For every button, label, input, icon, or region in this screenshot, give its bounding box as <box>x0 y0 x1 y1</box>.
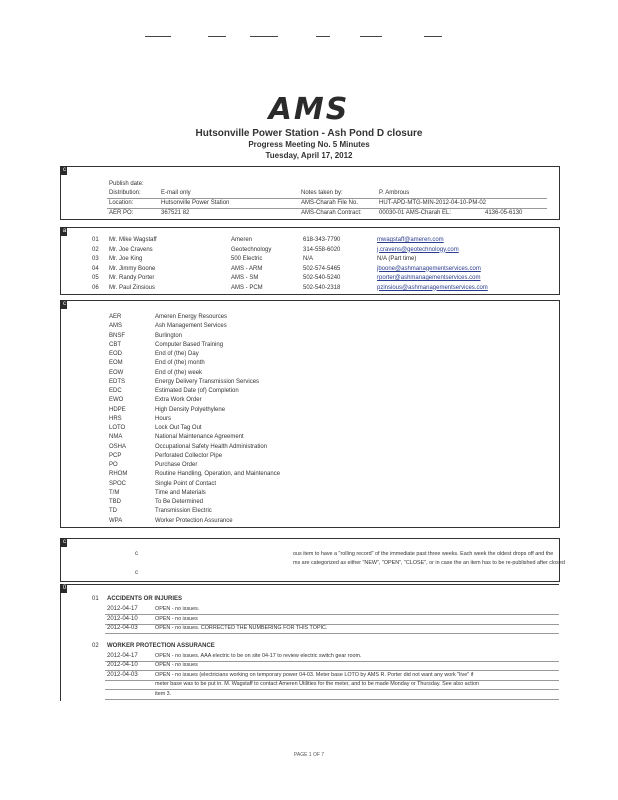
item-section-header <box>61 595 559 604</box>
item-section-header <box>61 642 559 651</box>
location-label: Location: <box>109 200 134 206</box>
item-entry <box>61 680 559 689</box>
item-section-title: ACCIDENTS OR INJURIES <box>107 596 183 602</box>
abbreviation-row <box>61 350 559 359</box>
item-entry-date: 2012-04-10 <box>107 662 138 668</box>
attendee-name: Mr. Paul Zinsious <box>109 284 156 291</box>
abbreviation-term: AMS <box>109 323 123 330</box>
abbreviation-row <box>61 507 559 516</box>
abbreviations-section <box>60 300 560 528</box>
header-dash <box>250 36 278 37</box>
section-marker-label: c <box>63 301 66 307</box>
abbreviation-row <box>61 433 559 442</box>
attendee-number: 04 <box>92 265 99 272</box>
notes-section <box>60 538 565 582</box>
item-section-title: WORKER PROTECTION ASSURANCE <box>107 642 215 649</box>
abbreviation-term: RHOM <box>109 471 128 478</box>
page-number: PAGE 1 OF 7 <box>293 752 325 758</box>
abbreviation-term: EOW <box>109 369 124 376</box>
item-entry <box>61 652 559 661</box>
attendee-name: Mr. Jimmy Boone <box>109 265 156 272</box>
notes-taken-by-label: Notes taken by: <box>301 190 343 196</box>
abbreviation-term: AER <box>109 314 122 320</box>
attendee-row <box>61 246 559 255</box>
attendee-phone: 314-558-6020 <box>303 246 341 253</box>
attendee-company: 500 Electric <box>231 256 263 262</box>
item-entry-text: OPEN - no issues <box>155 662 198 668</box>
item-entry-text: OPEN - no issues <box>155 615 198 622</box>
attendee-row <box>61 274 559 283</box>
abbreviation-term: TBD <box>109 499 121 505</box>
attendee-name: Mr. Mike Wagstaff <box>109 237 157 243</box>
attendee-company: AMS - ARM <box>231 265 263 272</box>
item-entry-date: 2012-04-03 <box>107 671 138 678</box>
abbreviation-row <box>61 378 559 387</box>
abbreviation-meaning: End of (the) Day <box>155 351 199 357</box>
attendee-company: Geotechnology <box>231 246 272 253</box>
file-no-label: AMS-Charah File No. <box>301 200 359 206</box>
abbreviation-meaning: Purchase Order <box>155 462 198 468</box>
item-entry <box>61 624 559 633</box>
abbreviation-meaning: Transmission Electric <box>155 508 212 515</box>
abbreviation-meaning: End of (the) month <box>155 360 205 367</box>
abbreviation-row <box>61 341 559 350</box>
file-no-value: HUT-APD-MTG-MIN-2012-04-10-PM-02 <box>379 200 487 206</box>
item-entry <box>61 661 559 670</box>
abbreviation-meaning: Perforated Collector Pipe <box>155 452 223 459</box>
abbreviation-meaning: Computer Based Training <box>155 341 224 348</box>
attendee-email: N/A (Part time) <box>377 256 417 262</box>
abbreviation-row <box>61 424 559 433</box>
abbreviation-term: OSHA <box>109 443 127 450</box>
abbreviation-term: EOD <box>109 351 123 357</box>
abbreviation-row <box>61 313 559 322</box>
item-entry <box>61 690 559 699</box>
attendee-phone: N/A <box>303 256 314 262</box>
header-dash <box>360 36 382 37</box>
item-entry-date: 2012-04-03 <box>107 625 138 631</box>
aer-po-value: 367521 82 <box>161 210 190 216</box>
abbreviation-meaning: Routine Handling, Operation, and Maintenance <box>155 471 281 478</box>
section-marker-label: 0 <box>62 585 67 591</box>
item-entry-text: OPEN - no issues (electricians working on temporary power 04-03. Meter base LOTO by AMS R. Porter did not want any work "live" if <box>155 671 474 678</box>
meeting-items-section <box>60 584 559 701</box>
abbreviation-meaning: Occupational Safety Health Administration <box>155 443 268 450</box>
abbreviation-term: EOM <box>109 360 123 367</box>
contract-value: 00030-01 AMS-Charah EL: <box>379 210 452 216</box>
abbreviation-term: TD <box>109 508 117 515</box>
section-marker-label: c <box>63 539 66 545</box>
attendee-row <box>61 236 559 245</box>
abbreviation-row <box>61 470 559 479</box>
abbreviation-row <box>61 480 559 489</box>
abbreviation-row <box>61 517 559 526</box>
abbreviation-term: CBT <box>109 341 121 348</box>
attendee-number: 05 <box>92 275 99 281</box>
attendee-number: 06 <box>92 284 99 291</box>
attendee-company: Ameren <box>231 237 253 243</box>
abbreviation-term: T/M <box>109 489 120 496</box>
abbreviation-row <box>61 387 559 396</box>
abbreviation-meaning: Lock Out Tag Out <box>155 425 202 431</box>
abbreviation-term: NMA <box>109 434 123 441</box>
abbreviation-term: PCP <box>109 452 122 459</box>
contract-label: AMS-Charah Contract: <box>301 210 362 216</box>
attendee-number: 01 <box>92 237 99 243</box>
header-dash <box>208 36 226 37</box>
notes-line-2: ms are categorized as either "NEW", "OPEN", "CLOSE", or in case the an item has to be re-published after closed <box>293 560 565 566</box>
notes-line-marker: c <box>135 551 138 557</box>
abbreviation-meaning: National Maintenance Agreement <box>155 434 244 441</box>
abbreviation-meaning: High Density Polyethylene <box>155 406 226 413</box>
attendee-company: AMS - SM <box>231 275 259 281</box>
attendee-phone: 618-343-7790 <box>303 237 341 243</box>
item-entry-date: 2012-04-10 <box>107 615 138 622</box>
attendee-email: pzinsious@ashmanagementservices.com <box>377 284 488 291</box>
header-dash <box>316 36 330 37</box>
abbreviation-meaning: End of (the) week <box>155 369 203 376</box>
distribution-label: Distribution: <box>109 190 141 196</box>
abbreviation-term: LOTO <box>109 425 126 431</box>
company-logo: AMS <box>268 92 350 127</box>
abbreviation-row <box>61 489 559 498</box>
attendee-email: jboone@ashmanagementservices.com <box>377 265 481 272</box>
attendees-section <box>60 227 560 295</box>
item-entry-text: OPEN - no issues. CORRECTED THE NUMBERING FOR THIS TOPIC. <box>155 625 328 631</box>
abbreviation-row <box>61 461 559 470</box>
item-entry-text: meter base was to be put in. M. Wagstaff to contact Ameren Utilities for the meter, and to be made Monday or Thursday. See also action <box>155 681 480 687</box>
abbreviation-meaning: Time and Materials <box>155 489 206 496</box>
attendee-email: mwagstaff@ameren.com <box>377 237 444 243</box>
document-subtitle: Progress Meeting No. 5 Minutes <box>248 140 370 149</box>
attendee-row <box>61 255 559 264</box>
abbreviation-row <box>61 406 559 415</box>
item-entry-date: 2012-04-17 <box>107 606 138 612</box>
item-entry-date: 2012-04-17 <box>107 652 138 659</box>
abbreviation-meaning: Burlington <box>155 332 183 339</box>
info-section <box>60 166 560 220</box>
abbreviation-meaning: Ameren Energy Resources <box>155 314 228 320</box>
item-entry <box>61 615 559 624</box>
distribution-value: E-mail only <box>161 190 191 196</box>
attendee-email: j.cravens@geotechnology.com <box>377 246 459 253</box>
aer-po-label: AER PO: <box>109 210 134 216</box>
abbreviation-meaning: Estimated Date (of) Completion <box>155 388 239 394</box>
publish-date-label: Publish date: <box>109 181 144 187</box>
abbreviation-term: SPOC <box>109 480 127 487</box>
notes-line-marker: c <box>135 570 138 576</box>
attendee-company: AMS - PCM <box>231 284 263 291</box>
abbreviation-term: HRS <box>109 415 122 422</box>
attendee-phone: 502-540-2318 <box>303 284 341 291</box>
attendee-name: Mr. Randy Porter <box>109 275 155 281</box>
abbreviation-row <box>61 359 559 368</box>
abbreviation-meaning: To Be Determined <box>155 499 204 505</box>
attendee-name: Mr. Joe King <box>109 256 143 262</box>
section-marker-label: a <box>62 228 67 234</box>
header-dash <box>424 36 442 37</box>
abbreviation-meaning: Hours <box>155 415 172 422</box>
meeting-date: Tuesday, April 17, 2012 <box>265 151 353 160</box>
notes-taken-by-value: P. Ambrous <box>379 190 410 196</box>
abbreviation-meaning: Ash Management Services <box>155 323 227 330</box>
abbreviation-meaning: Single Point of Contact <box>155 480 217 487</box>
item-section-number: 02 <box>92 642 99 649</box>
abbreviation-row <box>61 452 559 461</box>
abbreviation-row <box>61 332 559 341</box>
abbreviation-meaning: Worker Protection Assurance <box>155 517 233 524</box>
abbreviation-term: BNSF <box>109 332 126 339</box>
el-value: 4136-05-6130 <box>485 210 523 216</box>
section-marker-label: c <box>63 167 66 173</box>
abbreviation-row <box>61 396 559 405</box>
abbreviation-row <box>61 369 559 378</box>
abbreviation-row <box>61 322 559 331</box>
attendee-number: 02 <box>92 246 99 253</box>
attendee-number: 03 <box>92 256 99 262</box>
abbreviation-meaning: Energy Delivery Transmission Services <box>155 378 260 385</box>
attendee-phone: 502-540-5240 <box>303 275 341 281</box>
abbreviation-row <box>61 415 559 424</box>
abbreviation-term: EDTS <box>109 378 126 385</box>
item-section-number: 01 <box>92 596 99 602</box>
attendee-row <box>61 284 559 293</box>
item-entry-text: OPEN - no issues. <box>155 606 200 612</box>
notes-line-1: ous item to have a "rolling record" of the immediate past three weeks. Each week the oldest drops off and the <box>293 551 554 557</box>
abbreviation-term: WPA <box>109 517 123 524</box>
abbreviation-term: HDPE <box>109 406 126 413</box>
header-dash <box>145 36 171 37</box>
item-entry-text: item 3. <box>155 690 172 697</box>
attendee-phone: 502-574-5465 <box>303 265 341 272</box>
attendee-row <box>61 265 559 274</box>
abbreviation-term: PO <box>109 462 118 468</box>
abbreviation-term: EWO <box>109 397 124 404</box>
abbreviation-row <box>61 443 559 452</box>
location-value: Hutsonville Power Station <box>161 200 230 206</box>
attendee-name: Mr. Joe Cravens <box>109 246 153 253</box>
attendee-email: rporter@ashmanagementservices.com <box>377 275 481 281</box>
item-entry-text: OPEN - no issues. AAA electric to be on site 04-17 to review electric switch gear room. <box>155 652 362 659</box>
abbreviation-term: EDC <box>109 388 122 394</box>
document-title: Hutsonville Power Station - Ash Pond D closure <box>195 128 423 139</box>
abbreviation-row <box>61 498 559 507</box>
item-entry <box>61 605 559 614</box>
item-entry <box>61 671 559 680</box>
abbreviation-meaning: Extra Work Order <box>155 397 202 404</box>
